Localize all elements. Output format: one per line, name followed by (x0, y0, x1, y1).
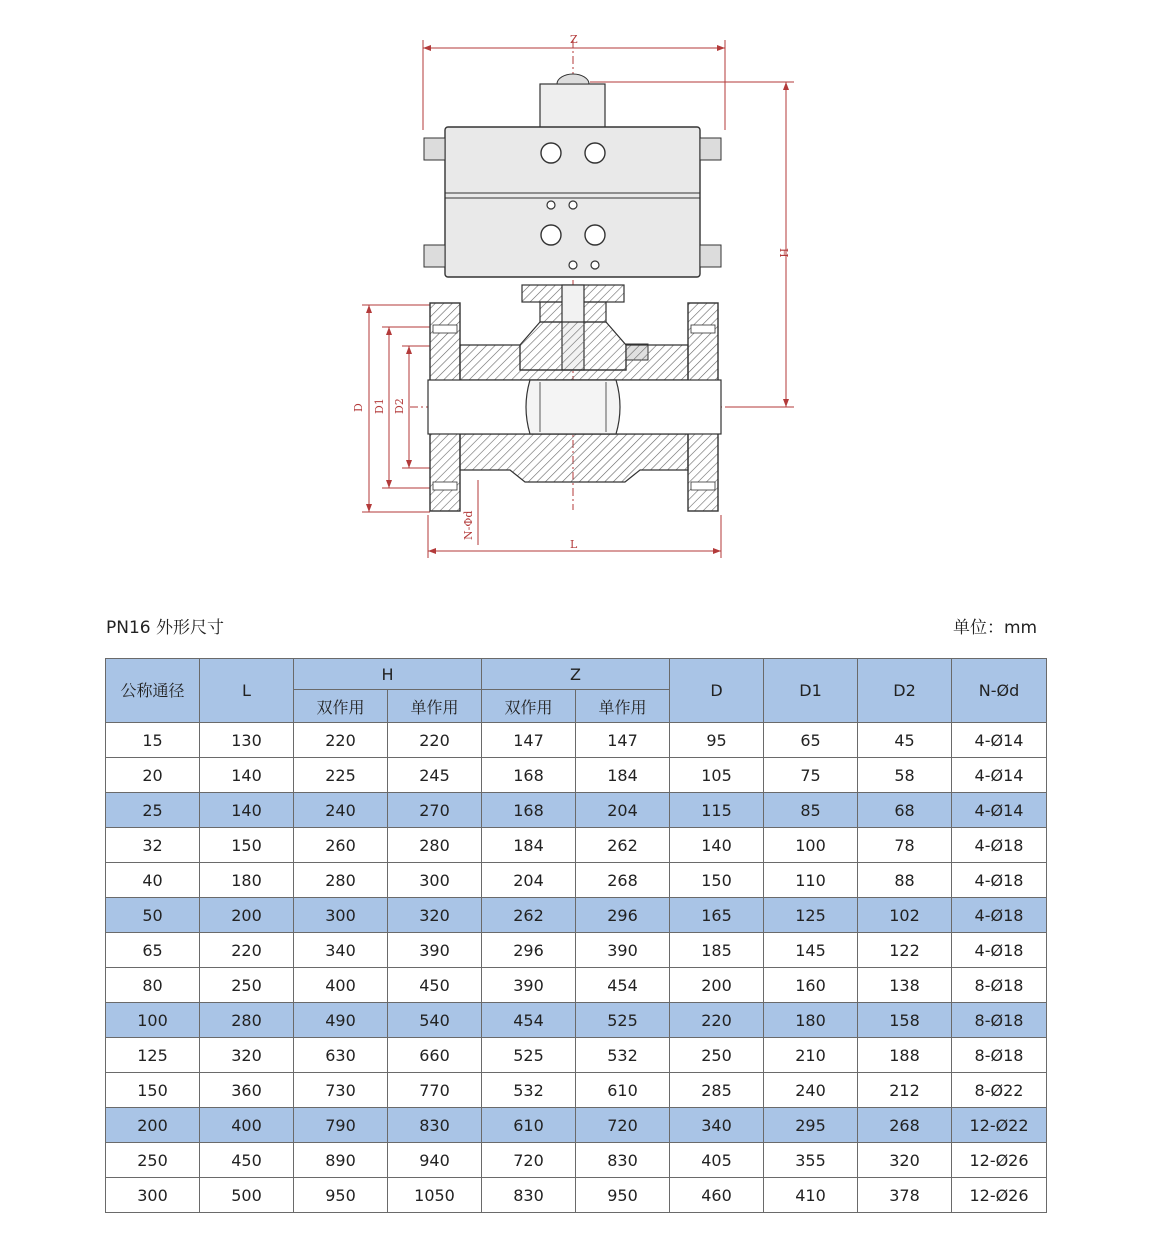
header-d: D (670, 659, 764, 723)
actuator (424, 74, 721, 277)
table-row (106, 933, 1047, 968)
cell-l: 500 (200, 1178, 294, 1213)
cell-d: 165 (670, 898, 764, 933)
table-row (106, 723, 1047, 758)
d1-label: D1 (373, 398, 386, 414)
cell-z-double: 610 (482, 1108, 576, 1143)
table-row (106, 828, 1047, 863)
cell-dn: 100 (106, 1003, 200, 1038)
cell-d2: 102 (858, 898, 952, 933)
cell-n-d: 8-Ø18 (952, 968, 1047, 1003)
cell-h-single: 770 (388, 1073, 482, 1108)
cell-z-double: 147 (482, 723, 576, 758)
cell-h-double: 490 (294, 1003, 388, 1038)
cell-d: 185 (670, 933, 764, 968)
cell-dn: 200 (106, 1108, 200, 1143)
cell-z-single: 184 (576, 758, 670, 793)
cell-h-single: 830 (388, 1108, 482, 1143)
table-row (106, 1108, 1047, 1143)
cell-z-single: 262 (576, 828, 670, 863)
cell-d2: 45 (858, 723, 952, 758)
cell-h-single: 540 (388, 1003, 482, 1038)
cell-d: 105 (670, 758, 764, 793)
table-row (106, 1003, 1047, 1038)
cell-dn: 32 (106, 828, 200, 863)
cell-l: 280 (200, 1003, 294, 1038)
cell-z-double: 454 (482, 1003, 576, 1038)
cell-z-double: 532 (482, 1073, 576, 1108)
cell-d1: 355 (764, 1143, 858, 1178)
cell-z-single: 296 (576, 898, 670, 933)
cell-n-d: 12-Ø26 (952, 1143, 1047, 1178)
cell-z-single: 610 (576, 1073, 670, 1108)
cell-h-double: 300 (294, 898, 388, 933)
cell-l: 450 (200, 1143, 294, 1178)
cell-l: 200 (200, 898, 294, 933)
cell-n-d: 4-Ø18 (952, 828, 1047, 863)
cell-d: 200 (670, 968, 764, 1003)
table-row (106, 758, 1047, 793)
unit-label: 单位：mm (953, 618, 1038, 638)
cell-h-double: 400 (294, 968, 388, 1003)
cell-z-single: 454 (576, 968, 670, 1003)
n-phi-d-label: N-Φd (462, 510, 475, 540)
cell-l: 180 (200, 863, 294, 898)
cell-z-single: 390 (576, 933, 670, 968)
cell-l: 140 (200, 793, 294, 828)
cell-n-d: 8-Ø18 (952, 1003, 1047, 1038)
header-n-d: N-Ød (952, 659, 1047, 723)
cell-d2: 78 (858, 828, 952, 863)
cell-h-single: 245 (388, 758, 482, 793)
cell-dn: 40 (106, 863, 200, 898)
cell-z-single: 950 (576, 1178, 670, 1213)
header-h: H (294, 659, 482, 690)
cell-d2: 58 (858, 758, 952, 793)
cell-h-double: 340 (294, 933, 388, 968)
cell-z-double: 184 (482, 828, 576, 863)
cell-dn: 250 (106, 1143, 200, 1178)
cell-d1: 410 (764, 1178, 858, 1213)
cell-h-double: 730 (294, 1073, 388, 1108)
cell-z-single: 268 (576, 863, 670, 898)
cell-d1: 160 (764, 968, 858, 1003)
cell-n-d: 4-Ø18 (952, 933, 1047, 968)
cell-d1: 240 (764, 1073, 858, 1108)
header-l: L (200, 659, 294, 723)
cell-z-double: 262 (482, 898, 576, 933)
cell-h-double: 225 (294, 758, 388, 793)
cell-h-double: 280 (294, 863, 388, 898)
table-row (106, 1143, 1047, 1178)
cell-l: 130 (200, 723, 294, 758)
cell-l: 360 (200, 1073, 294, 1108)
cell-h-single: 270 (388, 793, 482, 828)
cell-d: 115 (670, 793, 764, 828)
d2-label: D2 (393, 398, 406, 414)
cell-h-single: 280 (388, 828, 482, 863)
cell-dn: 300 (106, 1178, 200, 1213)
cell-dn: 50 (106, 898, 200, 933)
cell-h-double: 950 (294, 1178, 388, 1213)
cell-dn: 150 (106, 1073, 200, 1108)
cell-d1: 65 (764, 723, 858, 758)
cell-d2: 122 (858, 933, 952, 968)
cell-d2: 68 (858, 793, 952, 828)
cell-n-d: 4-Ø18 (952, 898, 1047, 933)
valve-dimension-drawing (0, 0, 1150, 590)
cell-d2: 158 (858, 1003, 952, 1038)
cell-h-double: 220 (294, 723, 388, 758)
cell-h-single: 220 (388, 723, 482, 758)
cell-h-single: 450 (388, 968, 482, 1003)
cell-h-double: 790 (294, 1108, 388, 1143)
cell-n-d: 4-Ø14 (952, 723, 1047, 758)
table-row (106, 793, 1047, 828)
cell-d1: 180 (764, 1003, 858, 1038)
header-d1: D1 (764, 659, 858, 723)
cell-n-d: 12-Ø22 (952, 1108, 1047, 1143)
cell-l: 220 (200, 933, 294, 968)
table-row (106, 1178, 1047, 1213)
l-label: L (570, 538, 578, 551)
cell-d2: 378 (858, 1178, 952, 1213)
cell-l: 250 (200, 968, 294, 1003)
cell-n-d: 12-Ø26 (952, 1178, 1047, 1213)
cell-z-single: 720 (576, 1108, 670, 1143)
cell-n-d: 4-Ø14 (952, 793, 1047, 828)
table-body (106, 723, 1047, 1213)
cell-h-single: 1050 (388, 1178, 482, 1213)
cell-z-single: 204 (576, 793, 670, 828)
cell-d1: 110 (764, 863, 858, 898)
cell-d2: 188 (858, 1038, 952, 1073)
cell-z-double: 525 (482, 1038, 576, 1073)
cell-l: 320 (200, 1038, 294, 1073)
cell-d: 460 (670, 1178, 764, 1213)
cell-d1: 145 (764, 933, 858, 968)
table-title: PN16 外形尺寸 (106, 618, 225, 638)
table-row (106, 1038, 1047, 1073)
cell-z-single: 147 (576, 723, 670, 758)
cell-dn: 20 (106, 758, 200, 793)
cell-l: 150 (200, 828, 294, 863)
cell-n-d: 4-Ø18 (952, 863, 1047, 898)
cell-d: 405 (670, 1143, 764, 1178)
cell-z-double: 390 (482, 968, 576, 1003)
cell-n-d: 8-Ø18 (952, 1038, 1047, 1073)
cell-z-double: 168 (482, 758, 576, 793)
cell-d2: 268 (858, 1108, 952, 1143)
h-label: H (777, 248, 790, 258)
cell-l: 140 (200, 758, 294, 793)
cell-h-double: 890 (294, 1143, 388, 1178)
header-d2: D2 (858, 659, 952, 723)
cell-n-d: 4-Ø14 (952, 758, 1047, 793)
table-row (106, 1073, 1047, 1108)
cell-d1: 85 (764, 793, 858, 828)
cell-h-single: 300 (388, 863, 482, 898)
cell-dn: 65 (106, 933, 200, 968)
cell-z-single: 532 (576, 1038, 670, 1073)
cell-dn: 80 (106, 968, 200, 1003)
cell-dn: 15 (106, 723, 200, 758)
header-z-double-acting: 双作用 (482, 690, 576, 723)
cell-d2: 138 (858, 968, 952, 1003)
cell-z-double: 168 (482, 793, 576, 828)
cell-d1: 210 (764, 1038, 858, 1073)
header-h-double-acting: 双作用 (294, 690, 388, 723)
cell-d1: 125 (764, 898, 858, 933)
cell-d1: 295 (764, 1108, 858, 1143)
d-label: D (352, 403, 365, 412)
cell-h-single: 390 (388, 933, 482, 968)
cell-dn: 125 (106, 1038, 200, 1073)
cell-l: 400 (200, 1108, 294, 1143)
header-z-single-acting: 单作用 (576, 690, 670, 723)
header-h-single-acting: 单作用 (388, 690, 482, 723)
cell-d2: 320 (858, 1143, 952, 1178)
cell-z-single: 525 (576, 1003, 670, 1038)
cell-d2: 212 (858, 1073, 952, 1108)
cell-h-single: 660 (388, 1038, 482, 1073)
cell-dn: 25 (106, 793, 200, 828)
table-row (106, 898, 1047, 933)
cell-z-double: 296 (482, 933, 576, 968)
cell-h-single: 320 (388, 898, 482, 933)
cell-d2: 88 (858, 863, 952, 898)
header-dn: 公称通径 (106, 659, 200, 723)
cell-d: 140 (670, 828, 764, 863)
cell-d1: 75 (764, 758, 858, 793)
cell-d: 250 (670, 1038, 764, 1073)
cell-h-single: 940 (388, 1143, 482, 1178)
cell-z-single: 830 (576, 1143, 670, 1178)
cell-h-double: 240 (294, 793, 388, 828)
cell-h-double: 260 (294, 828, 388, 863)
cell-d: 95 (670, 723, 764, 758)
cell-z-double: 830 (482, 1178, 576, 1213)
cell-z-double: 204 (482, 863, 576, 898)
cell-h-double: 630 (294, 1038, 388, 1073)
cell-d: 150 (670, 863, 764, 898)
cell-n-d: 8-Ø22 (952, 1073, 1047, 1108)
dimensions-table (105, 658, 1047, 1213)
cell-d: 220 (670, 1003, 764, 1038)
table-row (106, 968, 1047, 1003)
header-z: Z (482, 659, 670, 690)
table-row (106, 863, 1047, 898)
cell-d: 285 (670, 1073, 764, 1108)
cell-d1: 100 (764, 828, 858, 863)
z-label: Z (570, 33, 578, 46)
cell-d: 340 (670, 1108, 764, 1143)
cell-z-double: 720 (482, 1143, 576, 1178)
